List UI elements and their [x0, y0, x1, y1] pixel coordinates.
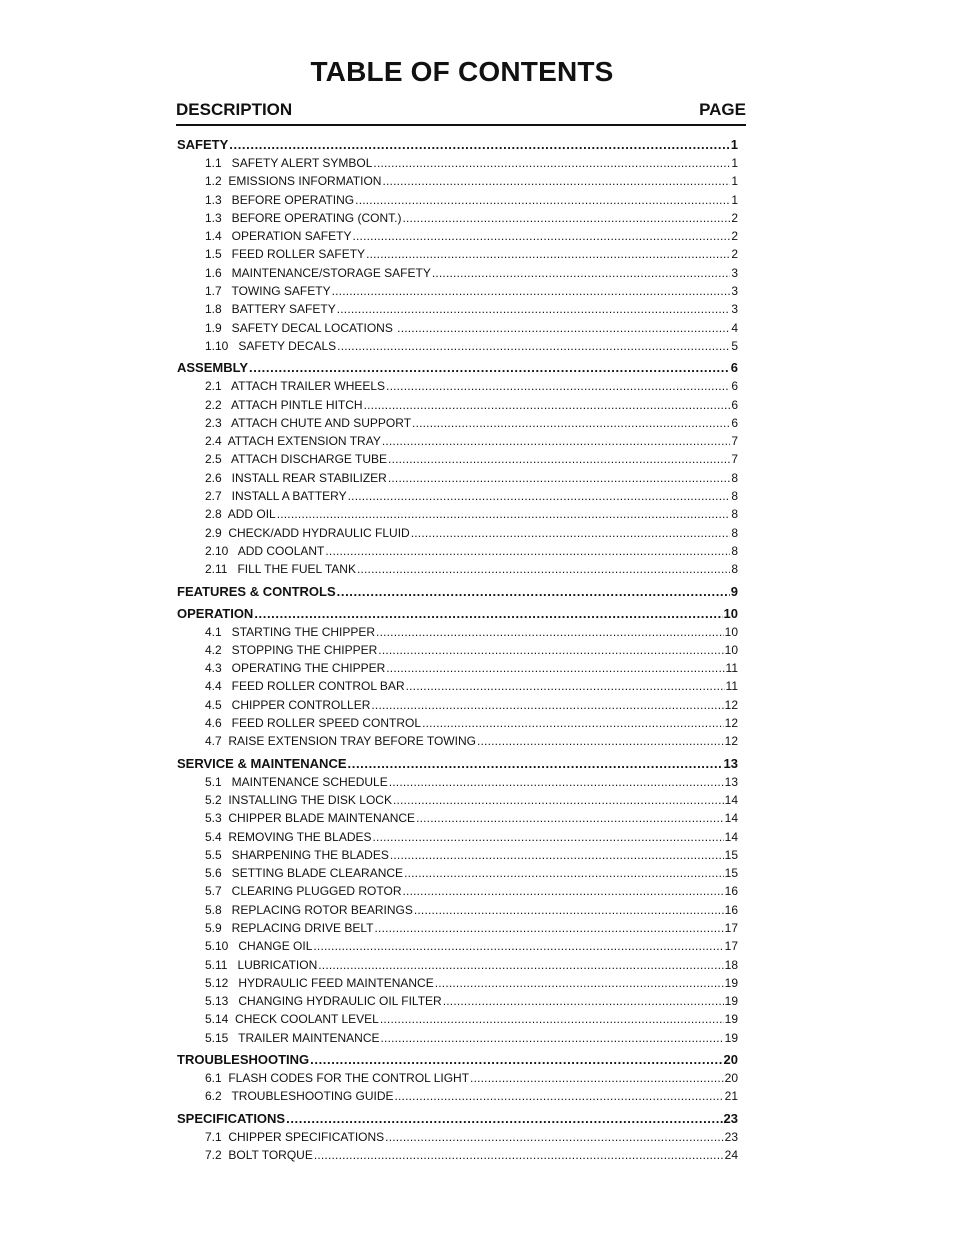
subsection-page-number: 20 — [724, 1071, 738, 1086]
dot-leader — [388, 450, 730, 468]
dot-leader — [394, 1087, 723, 1105]
subsection-page-number: 17 — [724, 939, 738, 954]
subsection-title: 1.9 SAFETY DECAL LOCATIONS — [205, 320, 397, 335]
dot-leader — [254, 605, 722, 623]
toc-subsection-entry[interactable] — [177, 974, 738, 992]
toc-subsection-entry[interactable] — [177, 714, 738, 732]
dot-leader — [416, 809, 724, 827]
toc-subsection-entry[interactable] — [177, 1128, 738, 1146]
subsection-title: 5.13 CHANGING HYDRAULIC OIL FILTER — [205, 994, 442, 1009]
subsection-page-number: 5 — [731, 338, 738, 353]
toc-subsection-entry[interactable] — [177, 396, 738, 414]
toc-subsection-entry[interactable] — [177, 264, 738, 282]
toc-subsection-entry[interactable] — [177, 191, 738, 209]
subsection-title: 2.11 FILL THE FUEL TANK — [205, 562, 356, 577]
subsection-page-number: 17 — [724, 920, 738, 935]
dot-leader — [435, 974, 724, 992]
dot-leader — [382, 172, 730, 190]
subsection-page-number: 1 — [731, 156, 738, 170]
dot-leader — [337, 583, 730, 601]
toc-subsection-entry[interactable] — [177, 901, 738, 919]
toc-section-entry[interactable] — [177, 1110, 738, 1128]
dot-leader — [318, 956, 723, 974]
subsection-title: 2.3 ATTACH CHUTE AND SUPPORT — [205, 415, 412, 430]
subsection-title: 1.1 SAFETY ALERT SYMBOL — [205, 156, 373, 170]
subsection-title: 6.1 FLASH CODES FOR THE CONTROL LIGHT — [205, 1071, 470, 1086]
dot-leader — [371, 696, 723, 714]
page-column-header: PAGE — [699, 100, 746, 119]
dot-leader — [414, 901, 724, 919]
dot-leader — [286, 1110, 722, 1128]
subsection-title: 5.8 REPLACING ROTOR BEARINGS — [205, 902, 413, 917]
subsection-page-number: 1 — [731, 174, 738, 189]
subsection-page-number: 7 — [731, 452, 738, 467]
subsection-title: 5.7 CLEARING PLUGGED ROTOR — [205, 884, 402, 899]
subsection-page-number: 13 — [724, 774, 738, 789]
subsection-title: 4.3 OPERATING THE CHIPPER — [205, 661, 386, 676]
dot-leader — [390, 846, 724, 864]
toc-section-entry[interactable] — [177, 583, 738, 601]
dot-leader — [314, 1146, 724, 1164]
subsection-title: 1.3 BEFORE OPERATING — [205, 192, 355, 207]
subsection-title: 5.6 SETTING BLADE CLEARANCE — [205, 866, 404, 881]
subsection-page-number: 8 — [731, 507, 738, 522]
toc-subsection-entry[interactable] — [177, 623, 738, 641]
subsection-page-number: 2 — [731, 210, 738, 225]
toc-subsection-entry[interactable] — [177, 414, 738, 432]
section-title: SERVICE & MAINTENANCE — [177, 755, 347, 771]
subsection-title: 5.9 REPLACING DRIVE BELT — [205, 920, 374, 935]
dot-leader — [277, 505, 731, 523]
toc-subsection-entry[interactable] — [177, 641, 738, 659]
toc-subsection-entry[interactable] — [177, 732, 738, 750]
toc-subsection-entry[interactable] — [177, 172, 738, 190]
section-title: SAFETY — [177, 137, 229, 152]
subsection-page-number: 8 — [731, 543, 738, 558]
subsection-title: 4.4 FEED ROLLER CONTROL BAR — [205, 679, 405, 694]
subsection-title: 5.14 CHECK COOLANT LEVEL — [205, 1012, 379, 1027]
dot-leader — [229, 136, 729, 154]
dot-leader — [432, 264, 730, 282]
subsection-page-number: 8 — [731, 525, 738, 540]
toc-subsection-entry[interactable] — [177, 469, 738, 487]
subsection-page-number: 18 — [724, 957, 738, 972]
toc-subsection-entry[interactable] — [177, 937, 738, 955]
toc-subsection-entry[interactable] — [177, 487, 738, 505]
section-page-number: 10 — [723, 605, 738, 621]
dot-leader — [406, 677, 725, 695]
dot-leader — [313, 937, 723, 955]
subsection-title: 2.10 ADD COOLANT — [205, 543, 325, 558]
subsection-title: 4.2 STOPPING THE CHIPPER — [205, 642, 378, 657]
toc-subsection-entry[interactable] — [177, 864, 738, 882]
toc-subsection-entry[interactable] — [177, 791, 738, 809]
subsection-title: 7.1 CHIPPER SPECIFICATIONS — [205, 1129, 385, 1144]
subsection-page-number: 8 — [731, 470, 738, 485]
subsection-page-number: 6 — [731, 397, 738, 412]
subsection-title: 4.1 STARTING THE CHIPPER — [205, 624, 376, 639]
dot-leader — [380, 1010, 724, 1028]
subsection-title: 5.2 INSTALLING THE DISK LOCK — [205, 792, 392, 807]
subsection-title: 1.7 TOWING SAFETY — [205, 284, 331, 299]
subsection-page-number: 4 — [731, 320, 738, 335]
dot-leader — [385, 1128, 723, 1146]
page-title: TABLE OF CONTENTS — [310, 56, 614, 87]
subsection-title: 5.15 TRAILER MAINTENANCE — [205, 1030, 380, 1045]
toc-section-entry[interactable] — [177, 755, 738, 773]
dot-leader — [348, 487, 731, 505]
toc-subsection-entry[interactable] — [177, 337, 738, 355]
subsection-title: 2.4 ATTACH EXTENSION TRAY — [205, 434, 381, 449]
dot-leader — [477, 732, 724, 750]
subsection-page-number: 14 — [724, 811, 738, 826]
toc-subsection-entry[interactable] — [177, 882, 738, 900]
subsection-page-number: 11 — [725, 661, 738, 676]
subsection-title: 5.1 MAINTENANCE SCHEDULE — [205, 774, 388, 789]
subsection-title: 4.5 CHIPPER CONTROLLER — [205, 697, 371, 712]
toc-subsection-entry[interactable] — [177, 505, 738, 523]
subsection-title: 2.2 ATTACH PINTLE HITCH — [205, 397, 363, 412]
subsection-title: 4.6 FEED ROLLER SPEED CONTROL — [205, 716, 422, 731]
subsection-title: 4.7 RAISE EXTENSION TRAY BEFORE TOWING — [205, 734, 476, 749]
section-title: FEATURES & CONTROLS — [177, 583, 336, 599]
toc-subsection-entry[interactable] — [177, 377, 738, 395]
dot-leader — [364, 396, 731, 414]
toc-subsection-entry[interactable] — [177, 154, 738, 172]
dot-leader — [376, 623, 724, 641]
subsection-page-number: 15 — [724, 866, 738, 881]
toc-subsection-entry[interactable] — [177, 524, 738, 542]
subsection-page-number: 16 — [724, 902, 738, 917]
section-page-number: 13 — [723, 755, 738, 771]
toc-section-entry[interactable] — [177, 359, 738, 377]
subsection-page-number: 12 — [724, 716, 738, 731]
toc-subsection-entry[interactable] — [177, 450, 738, 468]
subsection-title: 1.6 MAINTENANCE/STORAGE SAFETY — [205, 265, 431, 280]
toc-subsection-entry[interactable] — [177, 1069, 738, 1087]
toc-subsection-entry[interactable] — [177, 919, 738, 937]
dot-leader — [310, 1051, 722, 1069]
subsection-title: 5.12 HYDRAULIC FEED MAINTENANCE — [205, 975, 434, 990]
subsection-page-number: 19 — [724, 975, 738, 990]
subsection-title: 7.2 BOLT TORQUE — [205, 1147, 313, 1162]
toc-subsection-entry[interactable] — [177, 282, 738, 300]
dot-leader — [366, 245, 730, 263]
subsection-page-number: 8 — [731, 562, 738, 577]
dot-leader — [412, 414, 730, 432]
dot-leader — [325, 542, 730, 560]
subsection-page-number: 19 — [724, 994, 738, 1009]
subsection-title: 5.11 LUBRICATION — [205, 957, 318, 972]
dot-leader — [375, 919, 724, 937]
subsection-title: 1.8 BATTERY SAFETY — [205, 302, 336, 317]
subsection-title: 5.10 CHANGE OIL — [205, 939, 313, 954]
dot-leader — [373, 828, 724, 846]
subsection-page-number: 2 — [731, 247, 738, 262]
section-page-number: 23 — [723, 1110, 738, 1126]
subsection-page-number: 10 — [724, 624, 738, 639]
subsection-page-number: 12 — [724, 734, 738, 749]
dot-leader — [393, 791, 724, 809]
subsection-page-number: 14 — [724, 829, 738, 844]
section-title: OPERATION — [177, 605, 254, 621]
toc-subsection-entry[interactable] — [177, 846, 738, 864]
toc-subsection-entry[interactable] — [177, 227, 738, 245]
dot-leader — [249, 359, 730, 377]
dot-leader — [386, 659, 724, 677]
section-title: SPECIFICATIONS — [177, 1110, 286, 1126]
toc-subsection-entry[interactable] — [177, 1146, 738, 1164]
subsection-page-number: 19 — [724, 1030, 738, 1045]
dot-leader — [348, 755, 723, 773]
dot-leader — [388, 469, 730, 487]
description-column-header: DESCRIPTION — [176, 100, 293, 119]
toc-subsection-entry[interactable] — [177, 300, 738, 318]
dot-leader — [352, 227, 730, 245]
dot-leader — [337, 337, 730, 355]
subsection-title: 1.5 FEED ROLLER SAFETY — [205, 247, 366, 262]
subsection-page-number: 1 — [731, 192, 738, 207]
subsection-title: 2.6 INSTALL REAR STABILIZER — [205, 470, 387, 485]
subsection-page-number: 3 — [731, 284, 738, 299]
dot-leader — [382, 432, 730, 450]
dot-leader — [373, 154, 730, 172]
toc-subsection-entry[interactable] — [177, 542, 738, 560]
section-page-number: 6 — [730, 360, 738, 376]
section-page-number: 20 — [723, 1052, 738, 1068]
subsection-title: 5.4 REMOVING THE BLADES — [205, 829, 372, 844]
toc-subsection-entry[interactable] — [177, 432, 738, 450]
subsection-title: 1.2 EMISSIONS INFORMATION — [205, 174, 382, 189]
dot-leader — [386, 377, 730, 395]
toc-header — [176, 100, 746, 126]
subsection-page-number: 19 — [724, 1012, 738, 1027]
toc-subsection-entry[interactable] — [177, 560, 738, 578]
toc-section-entry[interactable] — [177, 1051, 738, 1069]
subsection-page-number: 10 — [724, 642, 738, 657]
toc-subsection-entry[interactable] — [177, 992, 738, 1010]
section-page-number: 1 — [730, 137, 738, 152]
subsection-title: 6.2 TROUBLESHOOTING GUIDE — [205, 1089, 394, 1104]
dot-leader — [470, 1069, 724, 1087]
subsection-page-number: 16 — [724, 884, 738, 899]
dot-leader — [403, 882, 724, 900]
subsection-page-number: 7 — [731, 434, 738, 449]
subsection-page-number: 21 — [724, 1089, 738, 1104]
section-title: ASSEMBLY — [177, 360, 249, 376]
dot-leader — [397, 319, 730, 337]
subsection-page-number: 3 — [731, 265, 738, 280]
subsection-title: 5.3 CHIPPER BLADE MAINTENANCE — [205, 811, 416, 826]
subsection-title: 5.5 SHARPENING THE BLADES — [205, 847, 389, 862]
subsection-title: 2.1 ATTACH TRAILER WHEELS — [205, 379, 386, 394]
subsection-page-number: 12 — [724, 697, 738, 712]
subsection-page-number: 14 — [724, 792, 738, 807]
toc-section-entry[interactable] — [177, 136, 738, 154]
toc-subsection-entry[interactable] — [177, 677, 738, 695]
toc-subsection-entry[interactable] — [177, 1029, 738, 1047]
subsection-page-number: 11 — [725, 679, 738, 694]
subsection-page-number: 6 — [731, 379, 738, 394]
dot-leader — [443, 992, 724, 1010]
toc-subsection-entry[interactable] — [177, 1087, 738, 1105]
toc-subsection-entry[interactable] — [177, 773, 738, 791]
toc-subsection-entry[interactable] — [177, 809, 738, 827]
toc-subsection-entry[interactable] — [177, 1010, 738, 1028]
toc-subsection-entry[interactable] — [177, 696, 738, 714]
subsection-page-number: 8 — [731, 489, 738, 504]
subsection-title: 2.5 ATTACH DISCHARGE TUBE — [205, 452, 388, 467]
toc-subsection-entry[interactable] — [177, 956, 738, 974]
dot-leader — [355, 191, 730, 209]
subsection-title: 2.8 ADD OIL — [205, 507, 276, 522]
subsection-page-number: 15 — [724, 847, 738, 862]
subsection-title: 2.7 INSTALL A BATTERY — [205, 489, 347, 504]
table-of-contents — [177, 132, 738, 1164]
subsection-title: 1.10 SAFETY DECALS — [205, 338, 337, 353]
dot-leader — [332, 282, 731, 300]
subsection-title: 1.3 BEFORE OPERATING (CONT.) — [205, 210, 402, 225]
subsection-title: 2.9 CHECK/ADD HYDRAULIC FLUID — [205, 525, 410, 540]
dot-leader — [381, 1029, 724, 1047]
dot-leader — [389, 773, 724, 791]
subsection-page-number: 3 — [731, 302, 738, 317]
subsection-page-number: 24 — [724, 1147, 738, 1162]
dot-leader — [422, 714, 724, 732]
toc-subsection-entry[interactable] — [177, 209, 738, 227]
toc-section-entry[interactable] — [177, 605, 738, 623]
toc-subsection-entry[interactable] — [177, 319, 738, 337]
toc-subsection-entry[interactable] — [177, 245, 738, 263]
subsection-page-number: 2 — [731, 229, 738, 244]
dot-leader — [404, 864, 724, 882]
subsection-title: 1.4 OPERATION SAFETY — [205, 229, 352, 244]
section-page-number: 9 — [730, 583, 738, 599]
subsection-page-number: 23 — [724, 1129, 738, 1144]
dot-leader — [411, 524, 731, 542]
section-title: TROUBLESHOOTING — [177, 1052, 310, 1068]
dot-leader — [357, 560, 730, 578]
dot-leader — [337, 300, 731, 318]
subsection-page-number: 6 — [731, 415, 738, 430]
toc-subsection-entry[interactable] — [177, 828, 738, 846]
dot-leader — [402, 209, 730, 227]
dot-leader — [378, 641, 723, 659]
toc-subsection-entry[interactable] — [177, 659, 738, 677]
